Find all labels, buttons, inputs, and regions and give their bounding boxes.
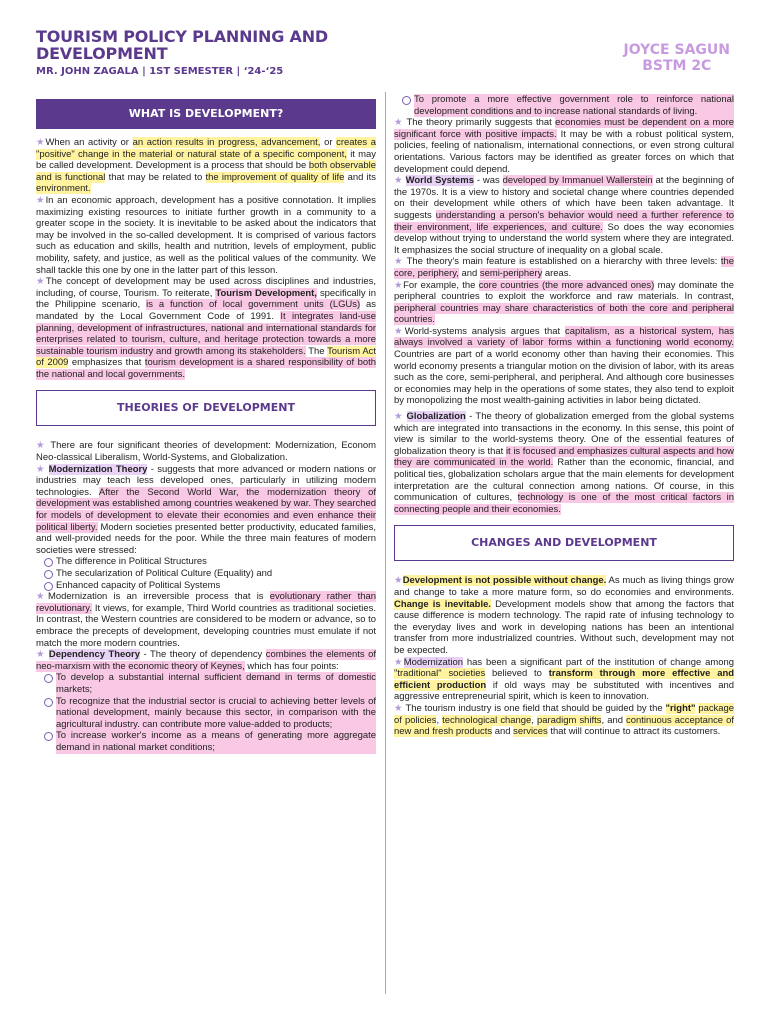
star-icon: ★ [36,137,46,148]
list-item: Enhanced capacity of Political Systems [56,580,376,592]
star-icon: ★ [394,279,404,291]
title-line-1: TOURISM POLICY PLANNING AND [36,27,328,46]
paragraph-irreversible: ★Modernization is an irreversible process that is evolutionary rather than revolutionary. It views, for example, Third World countries as traditional societies. In contrast, the Western countries are considered to be modern or advance, so to embrace the precepts of development, developing countries must emulate if not match the more modern countries. [36,591,376,649]
star-icon: ★ [36,276,46,288]
paragraph-world-systems-analysis: ★World-systems analysis argues that capitalism, as a historical system, has always involved a variety of labor forms within a functioning world economy. Countries are part of a world economy other than having their economies. This world economy presents a triangular motion on the division of labor, with its areas such as the core, semi-peripheral, and peripheral. And although core businesses or economies may help in the operations of some states, they also tend to exploit by monopolizing the most wealth-gaining activities in labor being dictated. [394,325,734,407]
paragraph-dependency: ★ Dependency Theory - The theory of dependency combines the elements of neo-marxism with the economic theory of Keynes, which has four points: [36,649,376,672]
star-icon: ★ [36,463,46,475]
list-item: To develop a substantial internal sufficient demand in terms of domestic markets; [56,672,376,695]
paragraph-modernization-change: ★Modernization has been a significant part of the institution of change among "traditional" societies believed to transform through more effective and efficient production if old ways may be substituted with incentives and aggressive entrepreneurial spirit, which is keen to innovation. [394,656,734,703]
paragraph-definition: ★When an activity or an action results in progress, advancement, or creates a "positive" change in the material or natural state of a specific component, it may be called development. Development is a process that should be both observable and is functional that may be related to the improvement of quality of life and its environment. [36,137,377,195]
star-icon: ★ [394,256,404,268]
paragraph-globalization: ★ Globalization - The theory of globalization emerged from the global systems which are integrated into transactions in the economy. In this sense, this point of view is similar to the world-systems theory. One of the essential features of globalization theory is that it is focused and emphasizes cultural aspects and how they are communicated in the world. Rather than the economic, financial, and political ties, globalization scholars argue that the main elements for development interpretation are the cultural connection among nations. Of course, in this communication of cultures, technology is one of the most critical factors in connecting people and their economies. [394,411,735,515]
list-item: To promote a more effective government role to reinforce national development conditions and to increase national standards of living. [414,94,734,117]
list-item: To recognize that the industrial sector is crucial to achieving better levels of national development, mainly because this sector, in comparison with the agricultural industry. can contribute more value-added to products; [56,695,376,730]
star-icon: ★ [36,591,49,603]
dependency-points-list [36,672,376,753]
paragraph-economic: ★In an economic approach, development has a positive connotation. It implies maximizing existing resources to initiate further growth in a community to a greater scope in the society. It is inevitable to be asked about the indicators that may be involved in the so-called development. It is comprised of various factors such as education and skills, health and nutrition, levels of employment, public mobility, safety, and justice, as well as the political values of the community. We shall tackle this one by one in the latter part of this lesson. [36,194,376,276]
paragraph-core-countries: ★For example, the core countries (the more advanced ones) may dominate the peripheral countries to exploit the workforce and raw materials. In contrast, peripheral countries may share characteristics of both the core and peripheral countries. [394,279,734,326]
paragraph-tourism: ★The concept of development may be used across disciplines and industries, including, of course, Tourism. To reiterate, Tourism Development, specifically in the Philippine scenario, is a function of local government units (LGUs) as mandated by the Local Government Code of 1991. It integrates land-use planning, development of infrastructures, national and international standards for enterprises related to tourism, culture, and heritage protection towards a more sustainable tourism industry and growth among its stakeholders. The Tourism Act of 2009 emphasizes that tourism development is a shared responsibility of both the national and local governments. [36,276,377,380]
paragraph-modernization: ★ Modernization Theory - suggests that more advanced or modern nations or industries may teach less developed ones, particularly in utilizing modern technologies. After the Second World War, the modernization theory of development was established among countries weakened by war. They searched for models of development to elevate their economies and even enhance their political liberty. Modern societies presented better productivity, educated families, and well-provided needs for the poor. While the three main features of modern societies were stressed: [36,463,376,556]
section-heading-what: WHAT IS DEVELOPMENT? [36,99,376,129]
list-item: To increase worker's income as a means of generating more aggregate demand in national market conditions; [56,730,376,753]
star-icon: ★ [36,194,46,206]
author-block [624,42,730,74]
paragraph-change: ★Development is not possible without change. As much as living things grow and change to take a more mature form, so do economies and environments. Change is inevitable. Development models show that among the factors that cause difference is modern technology. The rapid rate of infusing technology to the everyday lives and work in developing nations has been an intentional transfer from more industrialized countries. Without such, development may not be expected. [394,575,734,656]
star-icon: ★ [394,411,404,423]
list-item: The difference in Political Structures [56,556,376,568]
paragraph-dependency-summary: ★ The theory primarily suggests that economies must be dependent on a more significant force with positive impacts. It may be with a robust political system, policies, feeling of nationalism, international connections, or even strong cultural orientations. Various factors may be identified as greater forces on which that development could depend. [394,117,735,175]
paragraph-tourism-industry: ★ The tourism industry is one field that should be guided by the "right" package of policies, technological change, paradigm shifts, and continuous acceptance of new and fresh products and services that will continue to attract its customers. [394,702,735,738]
paragraph-world-systems: ★ World Systems - was developed by Immanuel Wallerstein at the beginning of the 1970s. It is a view to history and societal change where countries depended on their development while others of which have been taken advantage. It suggests understanding a person's behavior would need a further reference to their environment, life experiences, and culture. So does the way economies develop without trying to understand the world system where they are integrated. It emphasizes the social structure of inequality on a global scale. [394,175,734,256]
author-class: BSTM 2C [642,58,712,74]
dependency-points-continued [394,94,734,117]
star-icon: ★ [394,656,404,668]
star-icon: ★ [394,575,403,587]
star-icon: ★ [394,325,405,337]
star-icon: ★ [394,175,403,187]
list-item: The secularization of Political Culture (Equality) and [56,568,376,580]
left-column [36,95,376,754]
star-icon: ★ [394,702,403,714]
star-icon: ★ [394,117,404,129]
paragraph-four-theories: ★ There are four significant theories of development: Modernization, Econom Neo-classical Liberalism, World-Systems, and Globalization. [36,440,376,464]
star-icon: ★ [36,440,47,452]
right-column [394,94,734,738]
paragraph-hierarchy: ★ The theory's main feature is established on a hierarchy with three levels: the core, periphery, and semi-periphery areas. [394,256,734,279]
column-divider [385,92,386,994]
section-heading-theories: THEORIES OF DEVELOPMENT [36,390,376,426]
title-line-2: DEVELOPMENT [36,44,168,63]
features-list [36,556,376,591]
star-icon: ★ [36,649,46,661]
document-subtitle: MR. JOHN ZAGALA | 1ST SEMESTER | ‘24-‘25 [36,66,284,77]
author-name: JOYCE SAGUN [623,42,730,58]
section-heading-changes: CHANGES AND DEVELOPMENT [394,525,734,561]
